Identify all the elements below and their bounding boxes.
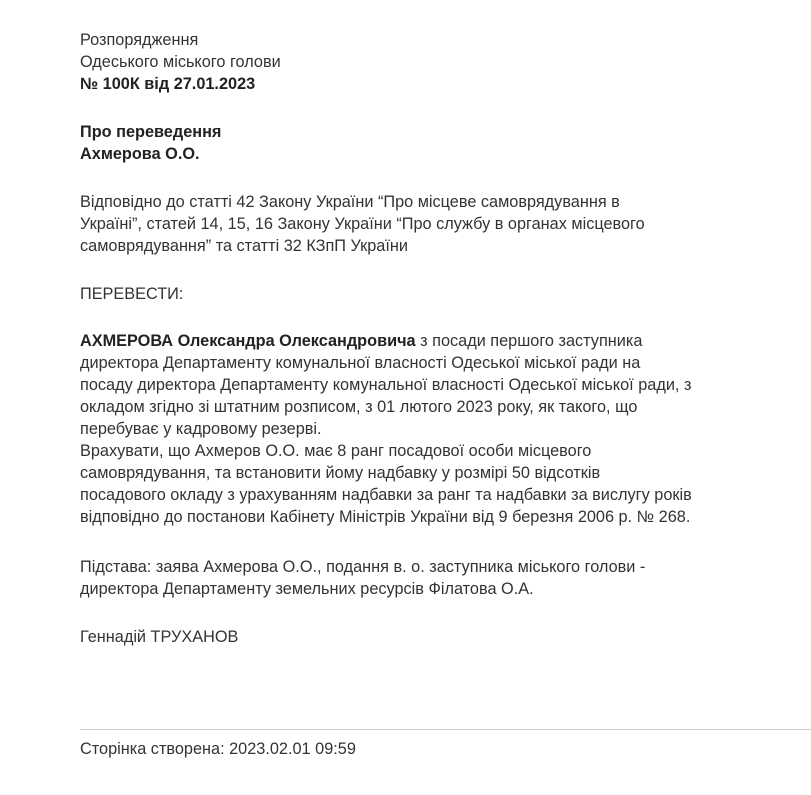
- order-line: директора Департаменту комунальної власності Одеської міської ради на: [80, 354, 641, 372]
- signature: Геннадій ТРУХАНОВ: [80, 628, 239, 646]
- order-line: самоврядування, та встановити йому надбавку у розмірі 50 відсотків: [80, 464, 601, 482]
- order-line: Врахувати, що Ахмеров О.О. має 8 ранг посадової особи місцевого: [80, 442, 592, 460]
- document-number: № 100К від 27.01.2023: [80, 75, 256, 93]
- subject-line-2: Ахмерова О.О.: [80, 145, 200, 163]
- legal-basis-line: Відповідно до статті 42 Закону України “Про місцеве самоврядування в: [80, 193, 620, 211]
- grounds: [80, 556, 731, 600]
- footer-divider: [80, 729, 811, 730]
- employee-name: АХМЕРОВА Олександра Олександровича: [80, 332, 416, 350]
- document-issuer: Одеського міського голови: [80, 53, 281, 71]
- order-line: відповідно до постанови Кабінету Міністрів України від 9 березня 2006 р. № 268.: [80, 508, 691, 526]
- document-header: [80, 29, 731, 95]
- grounds-line: Підстава: заява Ахмерова О.О., подання в. о. заступника міського голови -: [80, 558, 646, 576]
- order-line: окладом згідно зі штатним розписом, з 01 лютого 2023 року, як такого, що: [80, 398, 638, 416]
- page-created-timestamp: Сторінка створена: 2023.02.01 09:59: [80, 740, 356, 758]
- order-line: [80, 330, 731, 352]
- order-line-rest: з посади першого заступника: [415, 332, 643, 350]
- order-line: посадового окладу з урахуванням надбавки за ранг та надбавки за вислугу років: [80, 486, 692, 504]
- grounds-line: директора Департаменту земельних ресурсів Філатова О.А.: [80, 580, 534, 598]
- order-line: перебуває у кадровому резерві.: [80, 420, 322, 438]
- order-line: посаду директора Департаменту комунальної власності Одеської міської ради, з: [80, 376, 692, 394]
- subject-line-1: Про переведення: [80, 123, 222, 141]
- document-type: Розпорядження: [80, 31, 199, 49]
- document-subject: [80, 121, 731, 165]
- legal-basis: [80, 191, 731, 257]
- order-directive: ПЕРЕВЕСТИ:: [80, 285, 184, 303]
- legal-basis-line: самоврядування” та статті 32 КЗпП України: [80, 237, 408, 255]
- order-text: [80, 330, 731, 528]
- legal-basis-line: Україні”, статей 14, 15, 16 Закону України “Про службу в органах місцевого: [80, 215, 645, 233]
